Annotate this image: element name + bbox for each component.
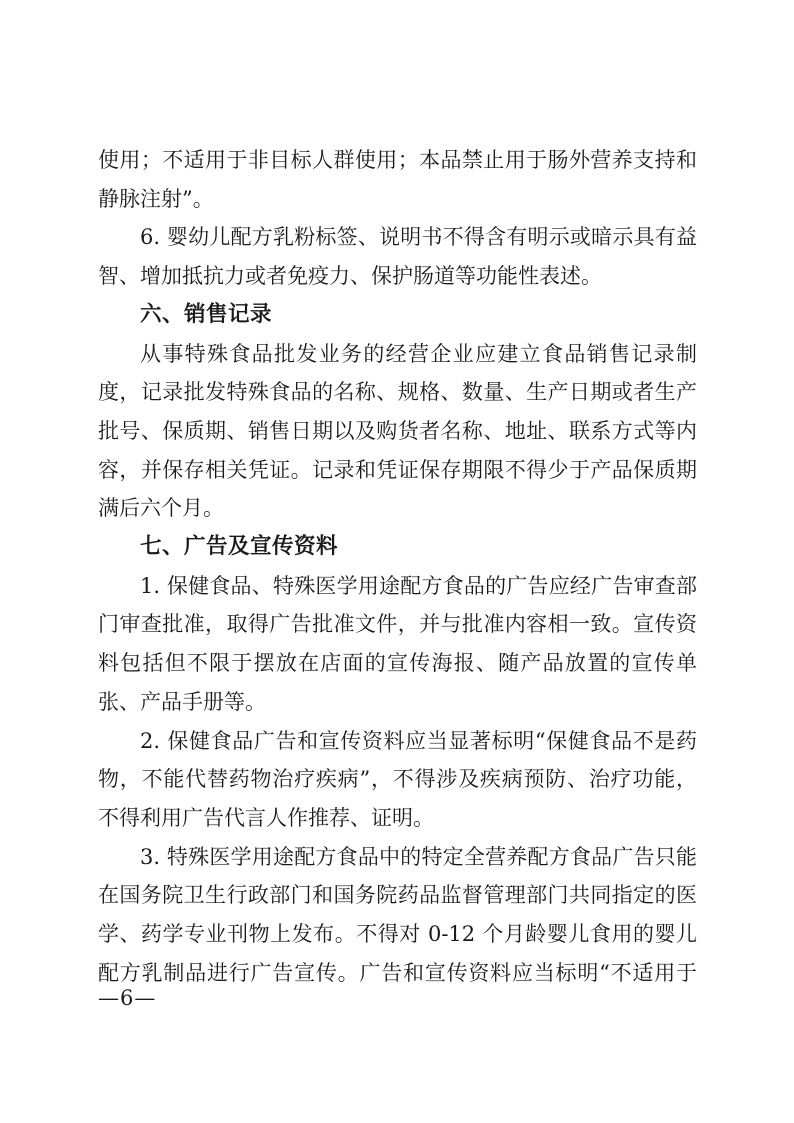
text-line: 门审查批准，取得广告批准文件，并与批准内容相一致。宣传资 (98, 612, 697, 637)
text-line: 6. 婴幼儿配方乳粉标签、说明书不得含有明示或暗示具有益 (140, 225, 697, 250)
section-heading: 六、销售记录 (140, 301, 273, 327)
page-number: —6— (98, 986, 157, 1010)
text-line: 2. 保健食品广告和宣传资料应当显著标明“保健食品不是药 (140, 728, 697, 753)
text-line: 从事特殊食品批发业务的经营企业应建立食品销售记录制 (140, 341, 697, 366)
text-line: 1. 保健食品、特殊医学用途配方食品的广告应经广告审查部 (140, 573, 697, 598)
text-line: 满后六个月。 (98, 496, 224, 521)
text-line: 配方乳制品进行广告宣传。广告和宣传资料应当标明“不适用于 (98, 960, 697, 985)
text-line: 物，不能代替药物治疗疾病”，不得涉及疾病预防、治疗功能， (98, 767, 697, 792)
text-line: 在国务院卫生行政部门和国务院药品监督管理部门共同指定的医 (98, 883, 697, 908)
text-line: 静脉注射”。 (98, 186, 214, 211)
text-line: 学、药学专业刊物上发布。不得对 0-12 个月龄婴儿食用的婴儿 (98, 922, 697, 947)
text-line: 张、产品手册等。 (98, 689, 266, 714)
text-line: 容，并保存相关凭证。记录和凭证保存期限不得少于产品保质期 (98, 457, 697, 482)
text-block (98, 141, 697, 992)
text-line: 使用；不适用于非目标人群使用；本品禁止用于肠外营养支持和 (98, 148, 697, 172)
text-line: 3. 特殊医学用途配方食品中的特定全营养配方食品广告只能 (140, 844, 697, 869)
text-line: 智、增加抵抗力或者免疫力、保护肠道等功能性表述。 (98, 264, 602, 289)
section-heading: 七、广告及宣传资料 (140, 534, 339, 560)
text-line: 料包括但不限于摆放在店面的宣传海报、随产品放置的宣传单 (98, 651, 697, 676)
text-line: 不得利用广告代言人作推荐、证明。 (98, 805, 434, 830)
text-line: 批号、保质期、销售日期以及购货者名称、地址、联系方式等内 (98, 418, 697, 443)
text-line: 度，记录批发特殊食品的名称、规格、数量、生产日期或者生产 (98, 380, 697, 405)
